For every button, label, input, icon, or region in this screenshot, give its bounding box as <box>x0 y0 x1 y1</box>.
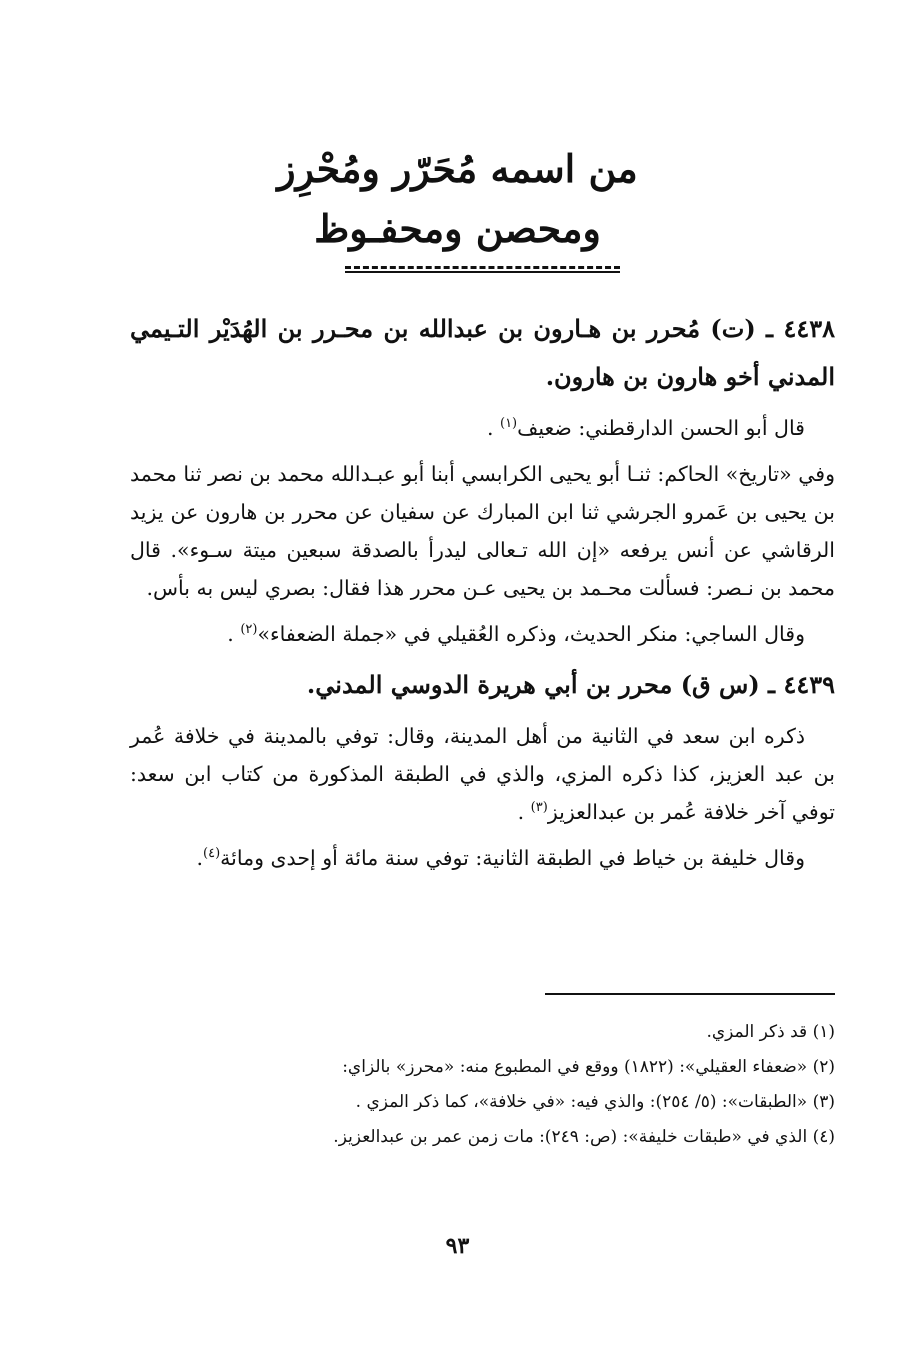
paragraph-text: وقال الساجي: منكر الحديث، وذكره العُقيلي في «جملة الضعفاء» <box>257 622 805 646</box>
page-number: ٩٣ <box>445 1233 470 1259</box>
footnotes <box>130 1015 835 1155</box>
paragraph-text: ذكره ابن سعد في الثانية من أهل المدينة، وقال: توفي بالمدينة في خلافة عُمر بن عبد العزيز، كذا ذكره المزي، والذي في الطبقة المذكورة من كتاب ابن سعد: توفي آخر خلافة عُمر بن عبدالعزيز <box>130 724 835 824</box>
footnote-separator <box>545 993 835 995</box>
footnote-2: (٢) «ضعفاء العقيلي»: (١٨٢٢) ووقع في المطبوع منه: «محرز» بالزاي: <box>342 1057 835 1077</box>
main-text <box>130 305 835 877</box>
title-divider <box>345 266 620 269</box>
entry-heading-4439: ٤٤٣٩ ـ (س ق) محرر بن أبي هريرة الدوسي المدني. <box>306 670 835 699</box>
entry-4439-paragraph-2 <box>130 839 835 877</box>
entry-4438-paragraph-3 <box>130 615 835 653</box>
footnote-marker-2: (٢) <box>240 622 258 638</box>
entry-4438-paragraph-2: وفي «تاريخ» الحاكم: ثنـا أبو يحيى الكرابسي أبنا أبو عبـدالله محمد بن نصر ثنا محمد بن يحيى بن عَمرو الجرشي ثنا ابن المبارك عن سفيان عن محرر بن هارون عن يزيد الرقاشي عن أنس يرفعه «إن الله تـعالى ليدرأ بالصدقة سبعين ميتة سـوء». قال محمد بن نـصر: فسألت محـمد بن يحيى عـن محرر هذا فقال: بصري ليس به بأس. <box>130 462 835 600</box>
footnote-3: (٣) «الطبقات»: (٥/ ٢٥٤): والذي فيه: «في خلافة»، كما ذكر المزي . <box>355 1092 835 1112</box>
footnote-marker-3: (٣) <box>530 800 548 816</box>
paragraph-text: قال أبو الحسن الدارقطني: ضعيف <box>517 416 805 440</box>
paragraph-end: . <box>227 622 241 646</box>
chapter-title-line-1: من اسمه مُحَرّر ومُحْرِز <box>277 146 638 191</box>
footnote-marker-1: (١) <box>499 416 518 432</box>
title-divider-underline <box>345 271 620 273</box>
paragraph-end: . <box>196 846 204 870</box>
footnote-4: (٤) الذي في «طبقات خليفة»: (ص: ٢٤٩): مات زمن عمر بن عبدالعزيز. <box>333 1127 835 1147</box>
chapter-title-line-2: ومحصن ومحفـوظ <box>314 206 601 251</box>
footnote-marker-4: (٤) <box>203 846 221 862</box>
paragraph-end: . <box>486 416 500 440</box>
footnote-1: (١) قد ذكر المزي. <box>706 1022 835 1042</box>
entry-4439-paragraph-1 <box>130 717 835 831</box>
entry-4438-paragraph-1 <box>130 409 835 447</box>
paragraph-end: . <box>517 800 531 824</box>
entry-heading-4438: ٤٤٣٨ ـ (ت) مُحرر بن هـارون بن عبدالله بن محـرر بن الهُدَيْر التـيمي المدني أخو هارون بن هارون. <box>130 314 835 391</box>
paragraph-text: وقال خليفة بن خياط في الطبقة الثانية: توفي سنة مائة أو إحدى ومائة <box>220 846 805 870</box>
